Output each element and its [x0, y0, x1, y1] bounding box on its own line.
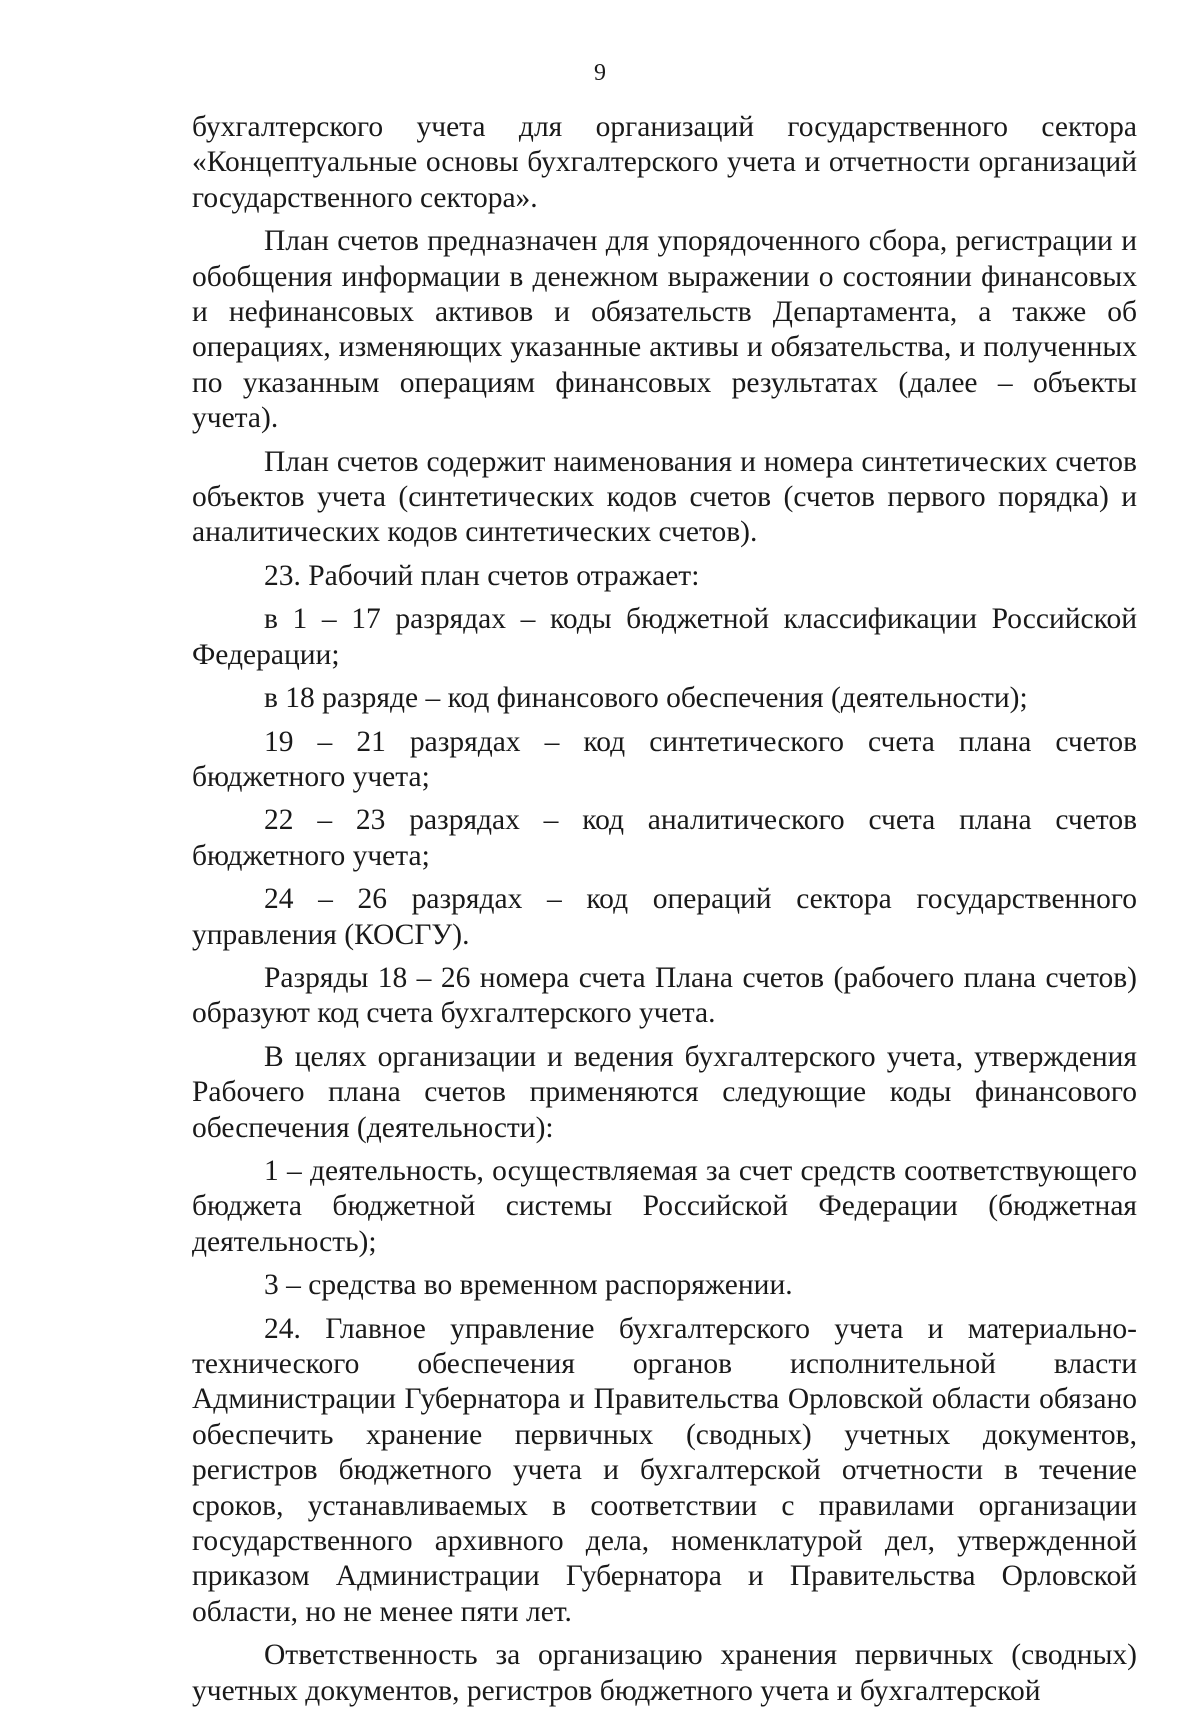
paragraph: бухгалтерского учета для организаций государственного сектора «Концептуальные основы бухгалтерского учета и отчетности организаций государственного сектора». — [192, 111, 1137, 214]
paragraph: План счетов предназначен для упорядоченного сбора, регистрации и обобщения информации в денежном выражении о состоянии финансовых и нефинансовых активов и обязательств Департамента, а также об операциях, изменяющих указанные активы и обязательства, и полученных по указанным операциям финансовых результатах (далее – объекты учета). — [192, 225, 1137, 435]
paragraph: 23. Рабочий план счетов отражает: — [264, 559, 700, 592]
paragraph: 19 – 21 разрядах – код синтетического счета плана счетов бюджетного учета; — [192, 725, 1137, 793]
document-body — [192, 110, 1137, 1709]
paragraph: План счетов содержит наименования и номера синтетических счетов объектов учета (синтетических кодов счетов (счетов первого порядка) и аналитических кодов синтетических счетов). — [192, 445, 1137, 549]
paragraph: Разряды 18 – 26 номера счета Плана счетов (рабочего плана счетов) образуют код счета бухгалтерского учета. — [192, 961, 1137, 1030]
paragraph: 24. Главное управление бухгалтерского учета и материально-технического обеспечения органов исполнительной власти Администрации Губернатора и Правительства Орловской области обязано обеспечить хранение первичных (сводных) учетных документов, регистров бюджетного учета и бухгалтерской отчетности в течение сроков, устанавливаемых в соответствии с правилами организации государственного архивного дела, номенклатурой дел, утвержденной приказом Администрации Губернатора и Правительства Орловской области, но не менее пяти лет. — [192, 1312, 1137, 1628]
paragraph: В целях организации и ведения бухгалтерского учета, утверждения Рабочего плана счетов применяются следующие коды финансового обеспечения (деятельности): — [192, 1040, 1137, 1144]
paragraph: 24 – 26 разрядах – код операций сектора государственного управления (КОСГУ). — [192, 883, 1137, 951]
paragraph: 3 – средства во временном распоряжении. — [264, 1269, 793, 1302]
paragraph: Ответственность за организацию хранения первичных (сводных) учетных документов, регистров бюджетного учета и бухгалтерской — [192, 1639, 1137, 1707]
paragraph: в 18 разряде – код финансового обеспечения (деятельности); — [264, 682, 1028, 715]
paragraph: 22 – 23 разрядах – код аналитического счета плана счетов бюджетного учета; — [192, 804, 1137, 872]
paragraph: в 1 – 17 разрядах – коды бюджетной классификации Российской Федерации; — [192, 603, 1137, 671]
page-number: 9 — [594, 60, 606, 86]
paragraph: 1 – деятельность, осуществляемая за счет средств соответствующего бюджета бюджетной системы Российской Федерации (бюджетная деятельность); — [192, 1154, 1137, 1258]
